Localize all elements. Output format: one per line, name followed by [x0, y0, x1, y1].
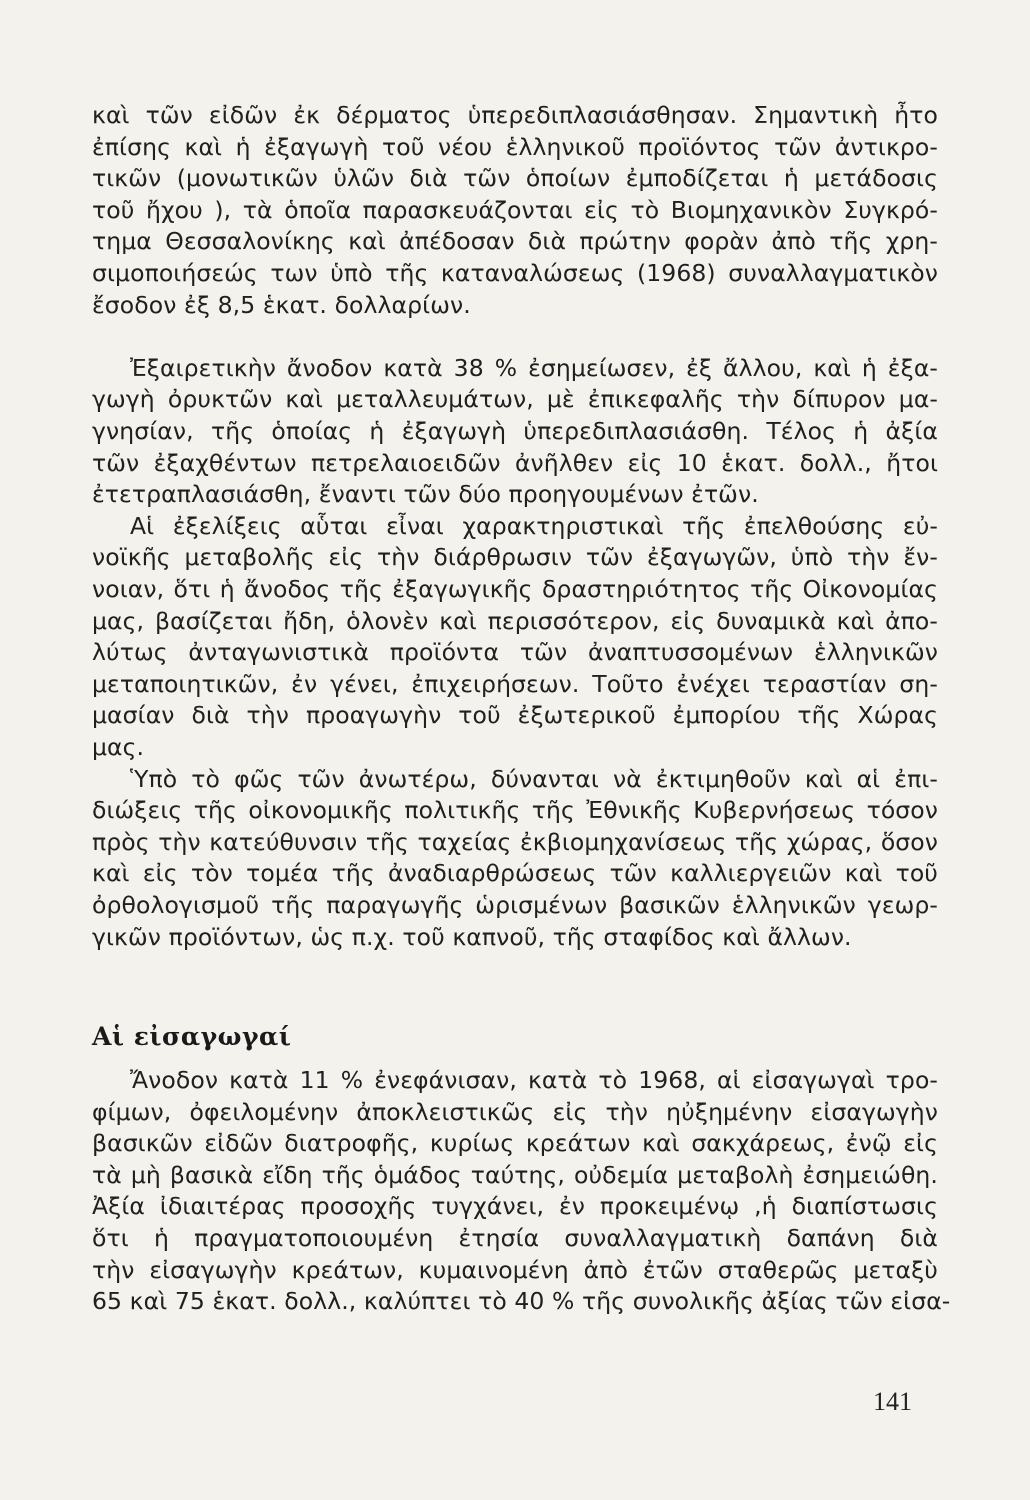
text-line: πρὸς τὴν κατεύθυνσιν τῆς ταχείας ἐκβιομηχανίσεως τῆς χώρας, ὅσον [92, 827, 938, 856]
text-line: γικῶν προϊόντων, ὡς π.χ. τοῦ καπνοῦ, τῆς σταφίδος καὶ ἄλλων. [92, 922, 852, 951]
text-line: νοιαν, ὅτι ἡ ἄνοδος τῆς ἐξαγωγικῆς δραστηριότητος τῆς Οἰκονομίας [92, 574, 938, 603]
text-line: τὰ μὴ βασικὰ εἴδη τῆς ὁμάδος ταύτης, οὐδεμία μεταβολὴ ἐσημειώθη. [92, 1160, 938, 1189]
text-line: βασικῶν εἰδῶν διατροφῆς, κυρίως κρεάτων καὶ σακχάρεως, ἐνῷ εἰς [92, 1129, 938, 1158]
text-line: σιμοποιήσεώς των ὑπὸ τῆς καταναλώσεως (1968) συναλλαγματικὸν [92, 258, 938, 287]
text-line: μας, βασίζεται ἤδη, ὁλονὲν καὶ περισσότερον, εἰς δυναμικὰ καὶ ἀπο- [92, 606, 938, 635]
text-line: 65 καὶ 75 ἑκατ. δολλ., καλύπτει τὸ 40 % τῆς συνολικῆς ἀξίας τῶν εἰσα- [92, 1287, 951, 1316]
text-line: ἐπίσης καὶ ἡ ἐξαγωγὴ τοῦ νέου ἑλληνικοῦ προϊόντος τῶν ἀντικρο- [92, 132, 938, 161]
text-line: τημα Θεσσαλονίκης καὶ ἀπέδοσαν διὰ πρώτην φορὰν ἀπὸ τῆς χρη- [92, 227, 938, 256]
text-line: Ἐξαιρετικὴν ἄνοδον κατὰ 38 % ἐσημείωσεν, ἐξ ἄλλου, καὶ ἡ ἐξα- [130, 353, 938, 382]
text-line: γωγὴ ὀρυκτῶν καὶ μεταλλευμάτων, μὲ ἐπικεφαλῆς τὴν δίπυρον μα- [92, 385, 938, 414]
page-number: 141 [873, 1387, 912, 1416]
text-line: διώξεις τῆς οἰκονομικῆς πολιτικῆς τῆς Ἐθνικῆς Κυβερνήσεως τόσον [92, 796, 938, 825]
text-line: τὴν εἰσαγωγὴν κρεάτων, κυμαινομένη ἀπὸ ἐτῶν σταθερῶς μεταξὺ [92, 1255, 938, 1284]
text-line: τοῦ ἤχου ), τὰ ὁποῖα παρασκευάζονται εἰς τὸ Βιομηχανικὸν Συγκρό- [92, 195, 938, 224]
paragraph-export-structure [92, 511, 938, 764]
text-line: νοϊκῆς μεταβολῆς εἰς τὴν διάρθρωσιν τῶν ἐξαγωγῶν, ὑπὸ τὴν ἔν- [92, 543, 938, 572]
text-line: τῶν ἐξαχθέντων πετρελαιοειδῶν ἀνῆλθεν εἰς 10 ἑκατ. δολλ., ἤτοι [92, 448, 938, 477]
text-line: λύτως ἀνταγωνιστικὰ προϊόντα τῶν ἀναπτυσσομένων ἑλληνικῶν [92, 638, 938, 667]
text-line: φίμων, ὀφειλομένην ἀποκλειστικῶς εἰς τὴν ηὐξημένην εἰσαγωγὴν [92, 1097, 938, 1126]
text-line: ἔσοδον ἐξ 8,5 ἑκατ. δολλαρίων. [92, 290, 471, 319]
text-line: μασίαν διὰ τὴν προαγωγὴν τοῦ ἐξωτερικοῦ ἐμπορίου τῆς Χώρας [92, 701, 938, 730]
text-line: ὀρθολογισμοῦ τῆς παραγωγῆς ὡρισμένων βασικῶν ἑλληνικῶν γεωρ- [92, 890, 938, 919]
text-line: γνησίαν, τῆς ὁποίας ἡ ἐξαγωγὴ ὑπερεδιπλασιάσθη. Τέλος ἡ ἀξία [92, 416, 938, 445]
paragraph-economic-policy [92, 764, 938, 954]
paragraph-textile-exports [92, 100, 938, 321]
text-line: ὅτι ἡ πραγματοποιουμένη ἐτησία συναλλαγματικὴ δαπάνη διὰ [92, 1223, 938, 1252]
text-line: καὶ εἰς τὸν τομέα τῆς ἀναδιαρθρώσεως τῶν καλλιεργειῶν καὶ τοῦ [92, 859, 938, 888]
text-line: καὶ τῶν εἰδῶν ἐκ δέρματος ὑπερεδιπλασιάσθησαν. Σημαντικὴ ἦτο [92, 101, 938, 129]
text-line: ἐτετραπλασιάσθη, ἔναντι τῶν δύο προηγουμένων ἐτῶν. [92, 480, 759, 509]
paragraph-minerals-exports [92, 353, 938, 511]
text-line: Ὑπὸ τὸ φῶς τῶν ἀνωτέρω, δύνανται νὰ ἐκτιμηθοῦν καὶ αἱ ἐπι- [130, 764, 938, 793]
section-heading-imports: Αἱ εἰσαγωγαί [92, 1022, 292, 1051]
paragraph-food-imports [92, 1065, 951, 1318]
text-line: τικῶν (μονωτικῶν ὑλῶν διὰ τῶν ὁποίων ἐμποδίζεται ἡ μετάδοσις [92, 164, 938, 193]
text-line: Ἄνοδον κατὰ 11 % ἐνεφάνισαν, κατὰ τὸ 1968, αἱ εἰσαγωγαὶ τρο- [130, 1066, 938, 1094]
text-line: Ἀξία ἰδιαιτέρας προσοχῆς τυγχάνει, ἐν προκειμένῳ ,ἡ διαπίστωσις [92, 1192, 938, 1221]
text-line: Αἱ ἐξελίξεις αὗται εἶναι χαρακτηριστικαὶ τῆς ἐπελθούσης εὐ- [130, 511, 938, 540]
text-line: μεταποιητικῶν, ἐν γένει, ἐπιχειρήσεων. Τοῦτο ἐνέχει τεραστίαν ση- [92, 669, 938, 698]
text-line: μας. [92, 732, 145, 761]
